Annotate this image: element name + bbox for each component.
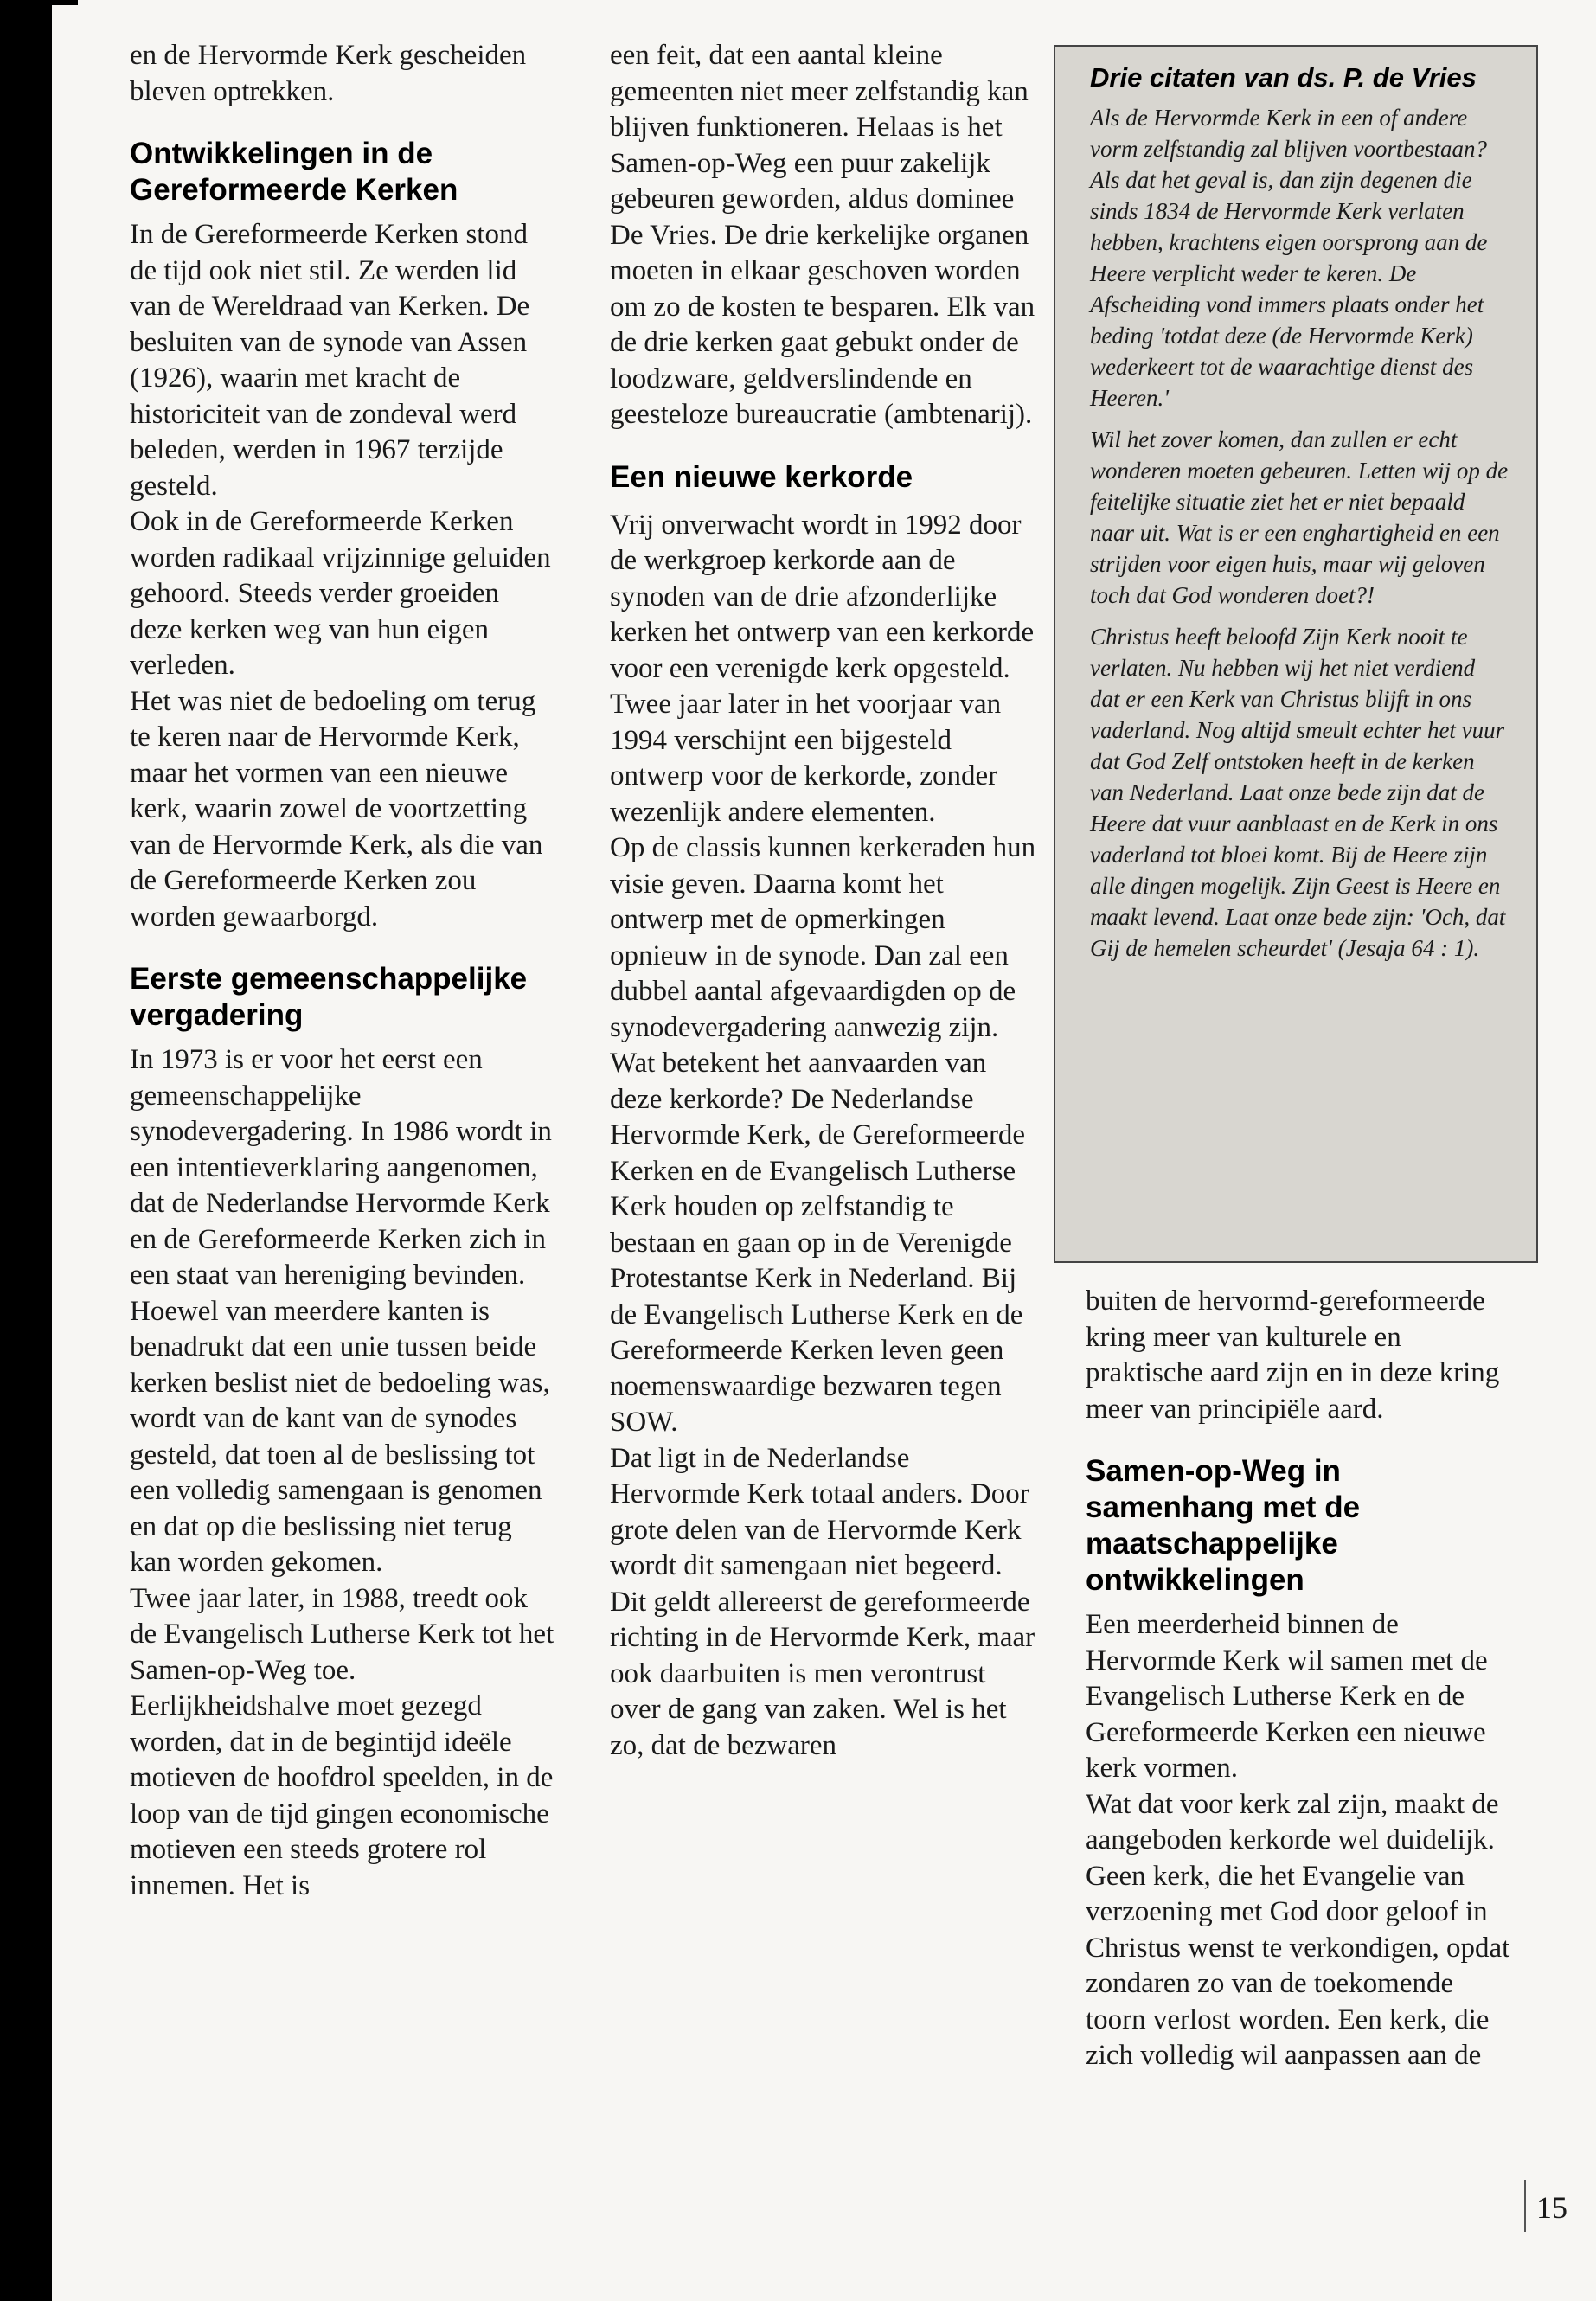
heading-eerste-gemeenschappelijke: Eerste gemeenschappelijke vergadering: [130, 962, 528, 1032]
paragraph: een feit, dat een aantal kleine gemeenten niet meer zelfstandig kan blijven funktioneren. Helaas is het Samen-op-Weg een puur zakelijk gebeuren geworden, aldus dominee De Vries. De drie kerkelijke organen moeten in elkaar geschoven worden om zo de kosten te besparen. Elk van de drie kerken gaat gebukt onder de loodzware, geldverslindende en geesteloze bureaucratie (ambtenarij).: [610, 40, 1035, 430]
heading-samen-op-weg: Samen-op-Weg in samenhang met de maatschappelijke ontwikkelingen: [1086, 1454, 1361, 1597]
paragraph: Het was niet de bedoeling om terug te keren naar de Hervormde Kerk, maar het vormen van een nieuwe kerk, waarin zowel de voortzetting van de Hervormde Kerk, als die van de Gereformeerde Kerken zou worden gewaarborgd.: [130, 685, 543, 933]
quote-paragraph: Als de Hervormde Kerk in een of andere vorm zelfstandig zal blijven voortbestaan? Als dat het geval is, dan zijn degenen die sinds 1834 de Hervormde Kerk verlaten hebben, krachtens eigen oorsprong aan de Heere verplicht weder te keren. De Afscheiding vond immers plaats onder het beding 'totdat deze (de Hervormde Kerk) wederkeert tot de waarachtige dienst des Heeren.': [1090, 105, 1488, 411]
paragraph: Ook in de Gereformeerde Kerken worden radikaal vrijzinnige geluiden gehoord. Steeds verder groeiden deze kerken weg van hun eigen verleden.: [130, 506, 551, 681]
heading-ontwikkelingen: Ontwikkelingen in de Gereformeerde Kerken: [130, 137, 458, 207]
paragraph: Op de classis kunnen kerkeraden hun visie geven. Daarna komt het ontwerp met de opmerkingen opnieuw in de synode. Dan zal een dubbel aantal afgevaardigden op de synodevergadering aanwezig zijn.: [610, 832, 1036, 1043]
page-number: 15: [1536, 2190, 1567, 2225]
quote-paragraph: Christus heeft beloofd Zijn Kerk nooit te verlaten. Nu hebben wij het niet verdiend dat er een Kerk van Christus blijft in ons vaderland. Nog altijd smeult echter het vuur dat God Zelf ontstoken heeft in de kerken van Nederland. Laat onze bede zijn dat de Heere dat vuur aanblaast en de Kerk in ons vaderland tot bloei komt. Bij de Heere zijn alle dingen mogelijk. Zijn Geest is Heere en maakt levend. Laat onze bede zijn: 'Och, dat Gij de hemelen scheurdet' (Jesaja 64 : 1).: [1090, 624, 1506, 961]
scan-mark: [52, 0, 78, 5]
paragraph: Een meerderheid binnen de Hervormde Kerk wil samen met de Evangelisch Lutherse Kerk en de Gereformeerde Kerken een nieuwe kerk vormen.: [1086, 1609, 1488, 1784]
paragraph: buiten de hervormd-gereformeerde kring meer van kulturele en praktische aard zijn en in deze kring meer van principiële aard.: [1086, 1285, 1500, 1425]
paragraph: Vrij onverwacht wordt in 1992 door de werkgroep kerkorde aan de synoden van de drie afzonderlijke kerken het ontwerp van een kerkorde voor een verenigde kerk opgesteld. Twee jaar later in het voorjaar van 1994 verschijnt een bijgesteld ontwerp voor de kerkorde, zonder wezenlijk andere elementen.: [610, 509, 1035, 828]
paragraph: en de Hervormde Kerk gescheiden bleven optrekken.: [130, 40, 527, 107]
column-1: [130, 0, 558, 1904]
paragraph: Twee jaar later, in 1988, treedt ook de Evangelisch Lutherse Kerk tot het Samen-op-Weg toe. Eerlijkheidshalve moet gezegd worden, dat in de begintijd ideële motieven de hoofdrol speelden, in de loop van de tijd gingen economische motieven een steeds grotere rol innemen. Het is: [130, 1582, 554, 1901]
paragraph: Dat ligt in de Nederlandse Hervormde Kerk totaal anders. Door grote delen van de Hervormde Kerk wordt dit samengaan niet begeerd. Dit geldt allereerst de gereformeerde richting in de Hervormde Kerk, maar ook daarbuiten is men verontrust over de gang van zaken. Wel is het zo, dat de bezwaren: [610, 1442, 1035, 1761]
page-number-rule: [1524, 2180, 1526, 2232]
quote-box-title: Drie citaten van ds. P. de Vries: [1090, 62, 1477, 93]
paragraph: Wat betekent het aanvaarden van deze kerkorde? De Nederlandse Hervormde Kerk, de Gereformeerde Kerken en de Evangelisch Lutherse Kerk houden op zelfstandig te bestaan en gaan op in de Verenigde Protestantse Kerk in Nederland. Bij de Evangelisch Lutherse Kerk en de Gereformeerde Kerken leven geen noemenswaardige bezwaren tegen SOW.: [610, 1048, 1026, 1438]
paragraph: In 1973 is er voor het eerst een gemeenschappelijke synodevergadering. In 1986 wordt in een intentieverklaring aangenomen, dat de Nederlandse Hervormde Kerk en de Gereformeerde Kerken zich in een staat van hereniging bevinden. Hoewel van meerdere kanten is benadrukt dat een unie tussen beide kerken beslist niet de bedoeling was, wordt van de kant van de synodes gesteld, dat toen al de beslissing tot een volledig samengaan is genomen en dat op die beslissing niet terug kan worden gekomen.: [130, 1044, 552, 1578]
paragraph: In de Gereformeerde Kerken stond de tijd ook niet stil. Ze werden lid van de Wereldraad van Kerken. De besluiten van de synode van Assen (1926), waarin met kracht de historiciteit van de zondeval werd beleden, werden in 1967 terzijde gesteld.: [130, 219, 530, 502]
column-3: [1086, 0, 1514, 2074]
binding-edge: [0, 0, 52, 2301]
column-2: [610, 0, 1042, 1764]
heading-nieuwe-kerkorde: Een nieuwe kerkorde: [610, 459, 913, 494]
paragraph: Wat dat voor kerk zal zijn, maakt de aangeboden kerkorde wel duidelijk. Geen kerk, die het Evangelie van verzoening met God door geloof in Christus wenst te verkondigen, opdat zondaren zo van de toekomende toorn verlost worden. Een kerk, die zich volledig wil aanpassen aan de: [1086, 1788, 1510, 2071]
quote-paragraph: Wil het zover komen, dan zullen er echt wonderen moeten gebeuren. Letten wij op de feitelijke situatie ziet het er niet bepaald naar uit. Wat is er een enghartigheid en een strijden voor eigen huis, maar wij geloven toch dat God wonderen doet?!: [1090, 426, 1509, 608]
